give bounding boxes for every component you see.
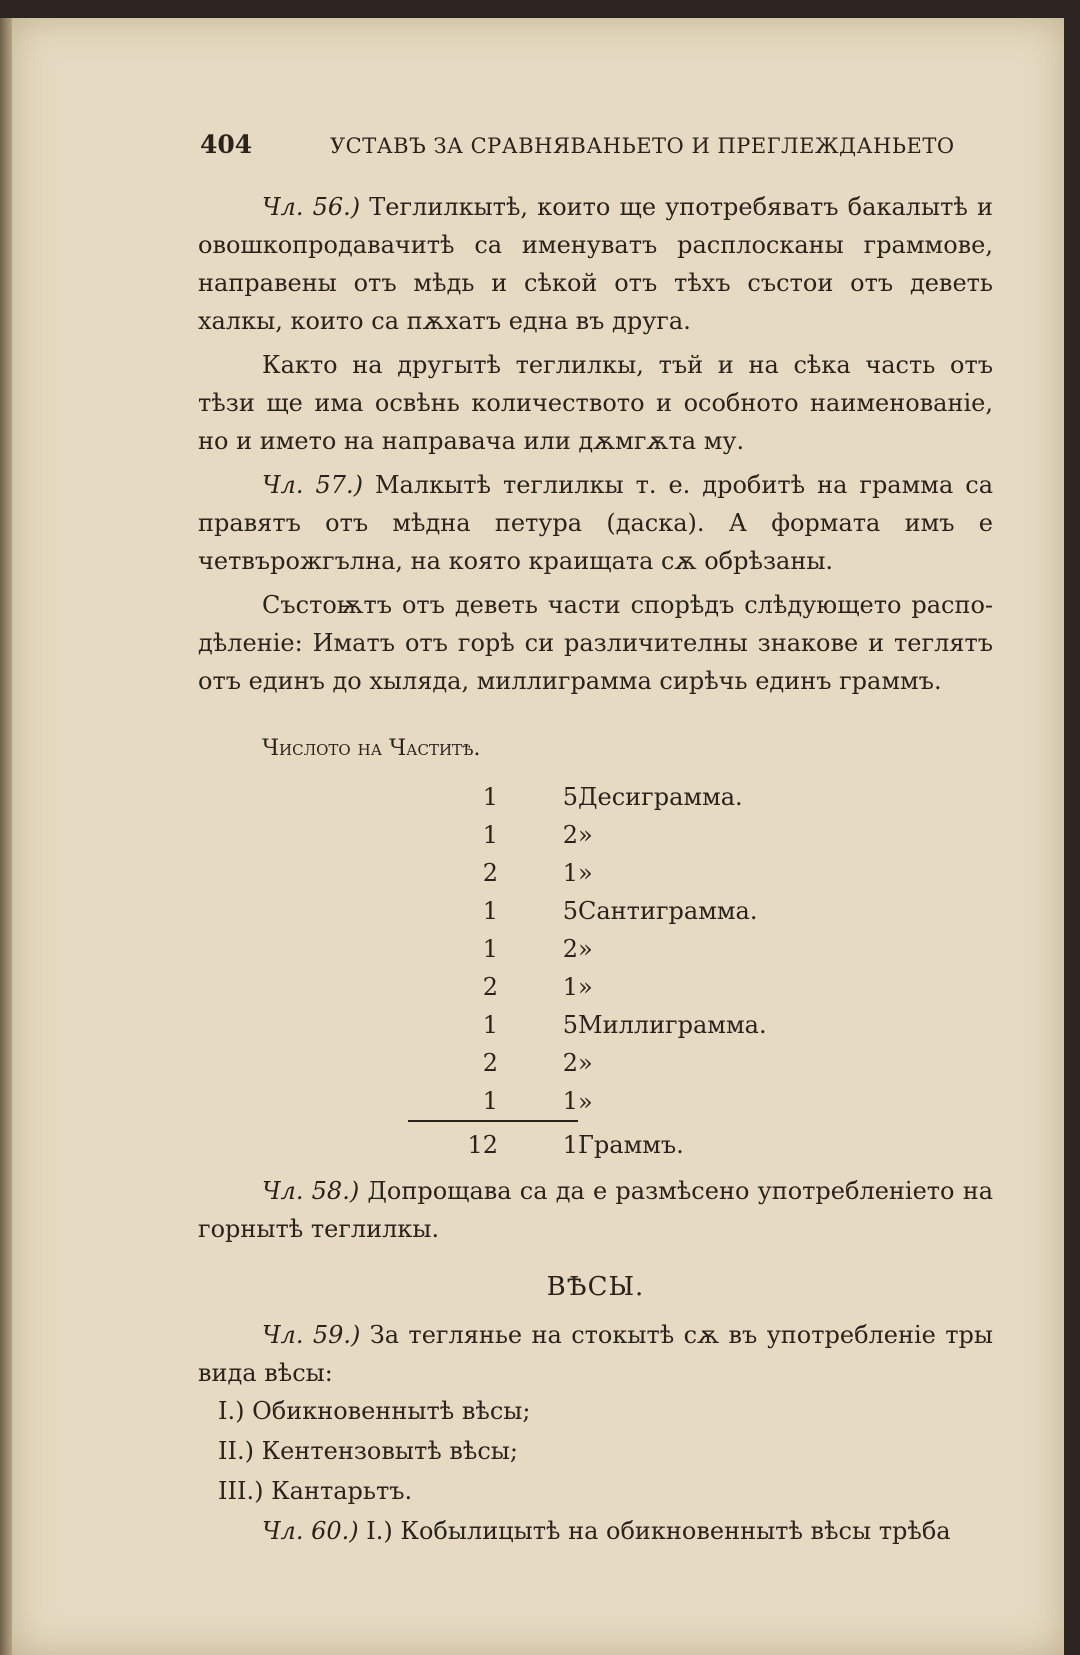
list-item: II.) Кентензовытѣ вѣсы; [218,1437,518,1465]
total-count: 12 [408,1121,498,1164]
cell-count: 2 [482,973,498,1001]
cell-value: 1 [562,859,578,887]
cell-unit: » [578,821,593,849]
article-label: Чл. 59.) [262,1321,361,1349]
section-heading: ВѢСЫ. [546,1272,645,1302]
table-total-row [408,1121,828,1164]
table-row [408,1044,828,1082]
cell-unit: » [578,1049,593,1077]
article-text: Теглилкытѣ, които ще употребяватъ бакалытѣ и овошкопродавачитѣ са именуватъ расплосканы граммове, направены отъ мѣдь и сѣкой отъ тѣхъ състои отъ деветь халкы, които са пѫхатъ една въ друга. [198,193,993,335]
table-row [408,778,828,816]
article-text: Малкытѣ теглилкы т. е. дробитѣ на грамма са правятъ отъ мѣдна петура (даска). А формата имъ е четвърожгълна, на която краищата сѫ обрѣзаны. [198,471,993,575]
cell-value: 5 [562,897,578,925]
article-60 [198,1512,993,1550]
cell-value: 2 [562,1049,578,1077]
table-row [408,930,828,968]
weights-table [408,778,828,1164]
list-item: III.) Кантарьтъ. [218,1477,413,1505]
article-57 [198,466,993,580]
cell-unit: Миллиграмма. [578,1011,767,1039]
table-row [408,1006,828,1044]
table-row [408,892,828,930]
page-body [198,188,993,1550]
page-number: 404 [200,130,253,159]
cell-value: 5 [562,1011,578,1039]
table-row [408,1082,828,1121]
cell-value: 5 [562,783,578,811]
page-header [200,130,960,166]
cell-value: 2 [562,821,578,849]
article-text: Допрощава са да е размѣсено употребленіето на горнытѣ теглилкы. [198,1177,993,1243]
article-label: Чл. 60.) [262,1517,359,1545]
cell-count: 1 [482,935,498,963]
cell-count: 1 [482,897,498,925]
cell-unit: » [578,973,593,1001]
article-56 [198,188,993,340]
article-label: Чл. 58.) [262,1177,360,1205]
list-item: I.) Обикновеннытѣ вѣсы; [218,1397,531,1425]
cell-count: 2 [482,1049,498,1077]
cell-unit: » [578,859,593,887]
cell-unit: » [578,1087,593,1116]
cell-value: 1 [562,1087,578,1115]
cell-unit: Десиграмма. [578,783,743,811]
article-label: Чл. 56.) [262,193,361,221]
article-56-paragraph-2: Както на другытѣ теглилкы, тъй и на сѣка часть отъ тѣзи ще има освѣнь количеството и особното наименованіе, но и името на направача или дѫмгѫта му. [198,351,993,455]
cell-count: 1 [482,1087,498,1115]
cell-count: 1 [482,783,498,811]
article-57-paragraph-2: Състоѭтъ отъ деветь части спорѣдъ слѣдующето расподѣленіе: Иматъ отъ горѣ си различителны знакове и теглятъ отъ единъ до хыляда, миллиграмма сирѣчь единъ граммъ. [198,591,993,695]
running-title: УСТАВЪ ЗА СРАВНЯВАНЬЕТО И ПРЕГЛЕЖДАНЬЕТО [330,134,955,158]
cell-value: 2 [562,935,578,963]
article-label: Чл. 57.) [262,471,363,499]
total-unit: Граммъ. [578,1130,684,1159]
total-value: 1 [498,1121,578,1164]
scales-list [218,1392,993,1512]
article-text: I.) Кобылицытѣ на обикновеннытѣ вѣсы трѣба [366,1517,951,1545]
table-caption: Числото на Частитѣ. [262,736,481,761]
article-58 [198,1172,993,1248]
table-row [408,968,828,1006]
table-row [408,816,828,854]
cell-unit: » [578,935,593,963]
cell-unit: Сантиграмма. [578,897,758,925]
cell-count: 1 [482,821,498,849]
cell-count: 2 [482,859,498,887]
article-59 [198,1316,993,1392]
table-row [408,854,828,892]
cell-count: 1 [482,1011,498,1039]
cell-value: 1 [562,973,578,1001]
article-text: За теглянье на стокытѣ сѫ въ употребленіе тры вида вѣсы: [198,1321,994,1387]
